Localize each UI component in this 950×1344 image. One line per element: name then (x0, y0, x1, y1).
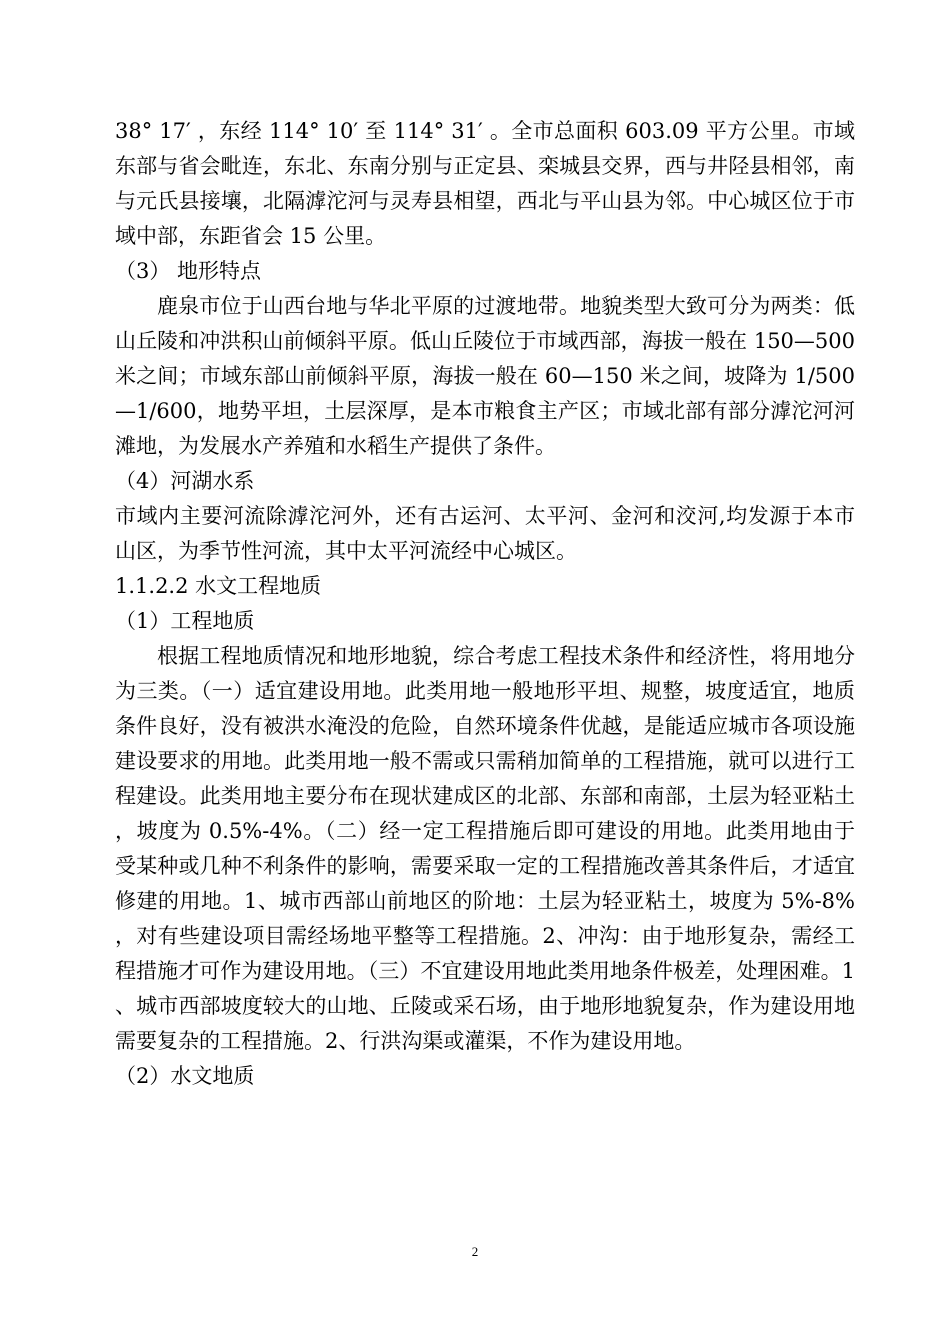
paragraph-terrain: 鹿泉市位于山西台地与华北平原的过渡地带。地貌类型大致可分为两类：低山丘陵和冲洪积山前倾斜平原。低山丘陵位于市域西部，海拔一般在 150—500 米之间；市域东部山前倾斜平原，海拔一般在 60—150 米之间，坡降为 1/500—1/600，地势平坦，土层深厚，是本市粮食主产区；市域北部有部分滹沱河河滩地，为发展水产养殖和水稻生产提供了条件。 (115, 294, 855, 458)
section-heading-hydro-geology: 1.1.2.2 水文工程地质 (115, 574, 322, 598)
page-number: 2 (471, 1244, 479, 1259)
heading-engineering-geology: （1）工程地质 (115, 609, 255, 633)
paragraph-engineering-geology: 根据工程地质情况和地形地貌，综合考虑工程技术条件和经济性，将用地分为三类。（一）适宜建设用地。此类用地一般地形平坦、规整，坡度适宜，地质条件良好，没有被洪水淹没的危险，自然环境条件优越，是能适应城市各项设施建设要求的用地。此类用地一般不需或只需稍加简单的工程措施，就可以进行工程建设。此类用地主要分布在现状建成区的北部、东部和南部，土层为轻亚粘土，坡度为 0.5%-4%。（二）经一定工程措施后即可建设的用地。此类用地由于受某种或几种不利条件的影响，需要采取一定的工程措施改善其条件后，才适宜修建的用地。1、城市西部山前地区的阶地：土层为轻亚粘土，坡度为 5%-8%，对有些建设项目需经场地平整等工程措施。2、冲沟：由于地形复杂，需经工程措施才可作为建设用地。（三）不宜建设用地此类用地条件极差，处理困难。1、城市西部坡度较大的山地、丘陵或采石场，由于地形地貌复杂，作为建设用地需要复杂的工程措施。2、行洪沟渠或灌渠，不作为建设用地。 (115, 644, 855, 1053)
heading-terrain: （3） 地形特点 (115, 259, 262, 283)
paragraph-rivers: 市域内主要河流除滹沱河外，还有古运河、太平河、金河和洨河,均发源于本市山区，为季节性河流，其中太平河流经中心城区。 (115, 504, 855, 563)
heading-rivers: （4）河湖水系 (115, 469, 255, 493)
heading-hydrogeology: （2）水文地质 (115, 1064, 255, 1088)
paragraph-location: 38° 17′ ，东经 114° 10′ 至 114° 31′ 。全市总面积 603.09 平方公里。市域东部与省会毗连，东北、东南分别与正定县、栾城县交界，西与井陉县相邻，南与元氏县接壤，北隔滹沱河与灵寿县相望，西北与平山县为邻。中心城区位于市域中部，东距省会 15 公里。 (115, 119, 855, 248)
document-body (115, 114, 855, 1094)
